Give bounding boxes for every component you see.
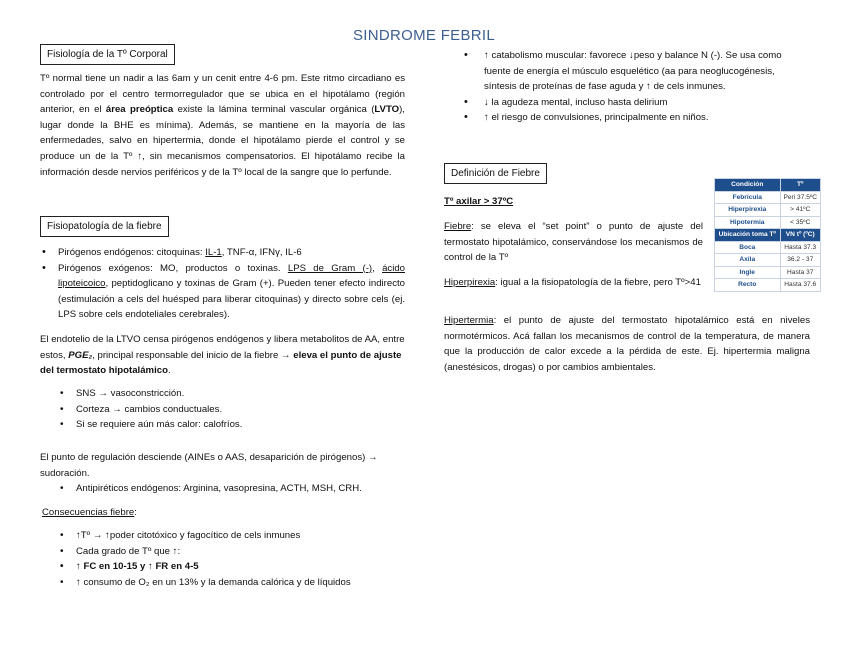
list-item: • ↑ catabolismo muscular: favorece ↓peso y balance N (-). Se usa como fuente de energía el músculo esquelético (aa para neoglucogénesis, síntesis de proteínas de fase aguda y ↑ de cels inmunes. <box>462 48 802 95</box>
list-item: • ↑ el riesgo de convulsiones, principalmente en niños. <box>462 110 802 126</box>
table-header-cell: Tº <box>780 179 821 192</box>
table-row <box>715 191 821 204</box>
page-title: SINDROME FEBRIL <box>352 27 496 44</box>
section-box-definicion: Definición de Fiebre <box>444 163 547 184</box>
table-cell: > 41ºC <box>780 204 821 217</box>
table-cell: Ingle <box>715 266 781 279</box>
table-row <box>715 216 821 229</box>
list-item: • Antipiréticos endógenos: Arginina, vasopresina, ACTH, MSH, CRH. <box>40 481 405 497</box>
list-item: • ↑ consumo de O₂ en un 13% y la demanda calórica y de líquidos <box>40 575 410 591</box>
table-row <box>715 266 821 279</box>
list-item: • ↑Tº → ↑poder citotóxico y fagocítico de cels inmunes <box>40 528 410 544</box>
table-cell: Hasta 37 <box>780 266 821 279</box>
consecuencias-list <box>40 528 410 590</box>
table-header-cell: VN tº (ºC) <box>780 229 821 242</box>
table-cell: Axila <box>715 254 781 267</box>
effects-list <box>40 386 400 433</box>
hiperpirexia-definition: Hiperpirexia: igual a la fisiopatología de la fiebre, pero Tº>41 <box>444 277 701 288</box>
list-item: • Pirógenos exógenos: MO, productos o toxinas. LPS de Gram (-), ácido lipoteicoico, peptidoglicano y toxinas de Gram (+). Pueden tener efecto indirecto (estimulación a cels del huésped para liberar citoquinas) y directo sobre cels (ej. LPS sobre cels endoteliales cerebrales). <box>40 261 405 323</box>
regulacion-paragraph: El punto de regulación desciende (AINEs o AAS, desaparición de pirógenos) → sudoración. <box>40 452 378 479</box>
table-cell: Hasta 37.6 <box>780 279 821 292</box>
table-header-row <box>715 179 821 192</box>
hipertermia-definition: Hipertermia: el punto de ajuste del termostato hipotalámico está en niveles normotérmicos. Acá fallan los mecanismos de control de la temperatura, de manera que la producción de calor excede a la pérdida de este. Ej. hipertermia maligna (anestésicos, drogas) o por cambios ambientales. <box>444 315 810 373</box>
section-box-fisiopatologia: Fisiopatología de la fiebre <box>40 216 169 237</box>
list-item: • Cada grado de Tº que ↑: <box>40 544 410 560</box>
antipyretic-list <box>40 481 405 497</box>
table-row <box>715 204 821 217</box>
table-cell: Boca <box>715 241 781 254</box>
fisiologia-paragraph: Tº normal tiene un nadir a las 6am y un cenit entre 4-6 pm. Este ritmo circadiano es controlado por el centro termorregulador que se ubica en el hipotálamo (región anterior, en el área preóptica existe la lámina terminal vascular orgánica (LVTO), lugar donde la BHE es mínima). Además, se mantiene en la mayoría de las enfermedades, salvo en hipertermia, donde el hipotálamo pierde el control y se produce un de la Tº ↑, sin mecanismos compensatorios. El hipotálamo recibe la información desde nervios periféricos y de la Tº local de la sangre que lo perfunde. <box>40 73 405 178</box>
list-item: • ↑ FC en 10-15 y ↑ FR en 4-5 <box>40 559 410 575</box>
list-item: • ↓ la agudeza mental, incluso hasta delirium <box>462 95 802 111</box>
table-header-cell: Ubicación toma Tº <box>715 229 781 242</box>
fiebre-definition: Fiebre: se eleva el “set point” o punto de ajuste del termostato hipotalámico, conservándose los mecanismos de control de la Tº <box>444 221 703 264</box>
table-cell: Recto <box>715 279 781 292</box>
table-header-row <box>715 229 821 242</box>
table-cell: Febrícula <box>715 191 781 204</box>
table-row <box>715 241 821 254</box>
table-row <box>715 254 821 267</box>
temperature-table <box>714 178 821 292</box>
axilar-threshold: Tº axilar > 37ºC <box>444 196 514 207</box>
consecuencias-heading: Consecuencias fiebre: <box>42 507 137 518</box>
endotelio-paragraph: El endotelio de la LTVO censa pirógenos endógenos y libera metabolitos de AA, entre estos, PGE₂, principal responsable del inicio de la fiebre → eleva el punto de ajuste del termostato hipotalámico. <box>40 334 405 377</box>
table-cell: 36.2 - 37 <box>780 254 821 267</box>
table-cell: Hasta 37.3 <box>780 241 821 254</box>
effects-continued-list <box>462 48 802 126</box>
table-row <box>715 279 821 292</box>
table-header-cell: Condición <box>715 179 781 192</box>
section-box-fisiologia: Fisiología de la Tº Corporal <box>40 44 175 65</box>
table-cell: Hiperpirexia <box>715 204 781 217</box>
list-item: • Si se requiere aún más calor: calofríos. <box>40 417 400 433</box>
pyrogen-list <box>40 245 405 323</box>
list-item: • Pirógenos endógenos: citoquinas: IL-1, TNF-α, IFNγ, IL-6 <box>40 245 405 261</box>
table-cell: < 35ºC <box>780 216 821 229</box>
list-item: • Corteza → cambios conductuales. <box>40 402 400 418</box>
table-cell: Hipotermia <box>715 216 781 229</box>
list-item: • SNS → vasoconstricción. <box>40 386 400 402</box>
table-cell: Peri 37.5ºC <box>780 191 821 204</box>
